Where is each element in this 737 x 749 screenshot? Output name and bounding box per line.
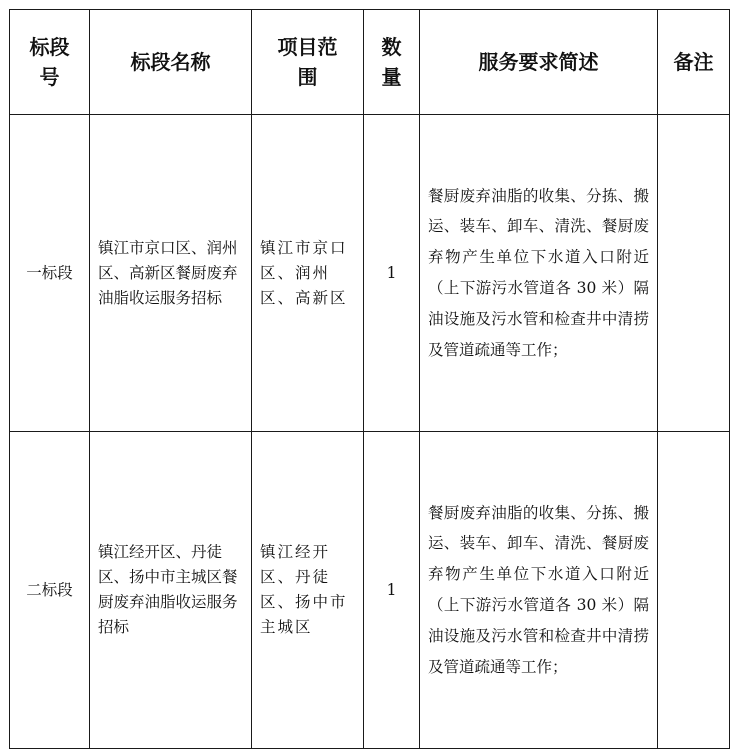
cell-quantity: 1	[364, 432, 420, 749]
cell-section-name: 镇江经开区、丹徒区、扬中市主城区餐厨废弃油脂收运服务招标	[90, 432, 252, 749]
header-remarks: 备注	[658, 10, 730, 115]
header-quantity: 数 量	[364, 10, 420, 115]
header-project-range: 项目范 围	[252, 10, 364, 115]
cell-project-range: 镇江经开区、丹徒区、扬中市主城区	[252, 432, 364, 749]
cell-service-desc: 餐厨废弃油脂的收集、分拣、搬运、装车、卸车、清洗、餐厨废弃物产生单位下水道入口附近（上下游污水管道各 30 米）隔油设施及污水管和检查井中清捞及管道疏通等工作；	[420, 115, 658, 432]
header-section-name: 标段名称	[90, 10, 252, 115]
header-service-desc: 服务要求简述	[420, 10, 658, 115]
cell-remarks	[658, 432, 730, 749]
header-section-no: 标段 号	[10, 10, 90, 115]
table-row	[10, 115, 730, 432]
header-row	[10, 10, 730, 115]
cell-quantity: 1	[364, 115, 420, 432]
bid-section-table	[9, 9, 730, 749]
cell-section-no: 一标段	[10, 115, 90, 432]
cell-project-range: 镇江市京口区、润州区、高新区	[252, 115, 364, 432]
bid-section-table-container	[9, 9, 730, 749]
cell-section-no: 二标段	[10, 432, 90, 749]
table-row	[10, 432, 730, 749]
cell-remarks	[658, 115, 730, 432]
cell-section-name: 镇江市京口区、润州区、高新区餐厨废弃油脂收运服务招标	[90, 115, 252, 432]
cell-service-desc: 餐厨废弃油脂的收集、分拣、搬运、装车、卸车、清洗、餐厨废弃物产生单位下水道入口附近（上下游污水管道各 30 米）隔油设施及污水管和检查井中清捞及管道疏通等工作；	[420, 432, 658, 749]
